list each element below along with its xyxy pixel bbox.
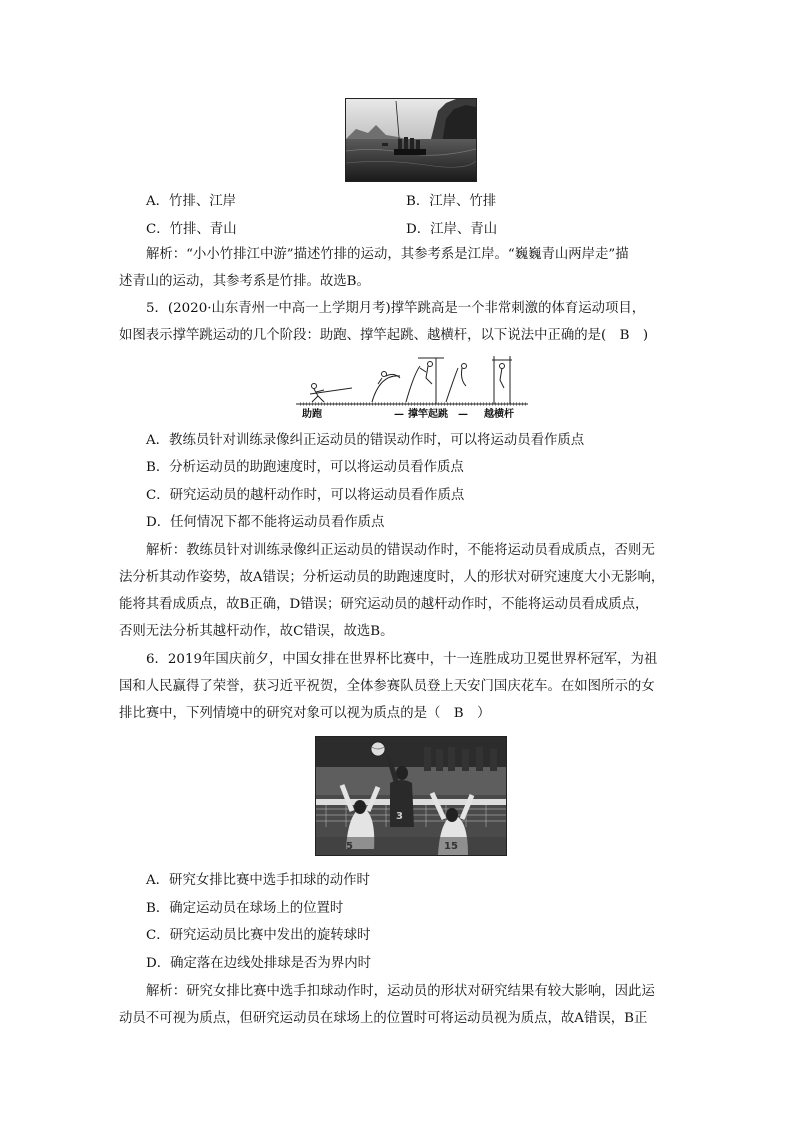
bamboo-raft-illustration	[346, 99, 476, 181]
q6-option-b: B．确定运动员在球场上的位置时	[146, 901, 344, 916]
q6-stem-line-1: 6．2019年国庆前夕，中国女排在世界杯比赛中，十一连胜成功卫冕世界杯冠军，为祖	[146, 652, 658, 667]
q4-option-a: A．竹排、江岸	[146, 194, 237, 209]
q4-analysis-line-1: 解析：“小小竹排江中游”描述竹排的运动，其参考系是江岸。“巍巍青山两岸走”描	[146, 247, 629, 262]
q5-option-a: A．教练员针对训练录像纠正运动员的错误动作时，可以将运动员看作质点	[146, 433, 585, 448]
q5-option-c: C．研究运动员的越杆动作时，可以将运动员看作质点	[146, 488, 465, 503]
q5-stem-line-1: 5．(2020·山东青州一中高一上学期月考)撑竿跳高是一个非常刺激的体育运动项目，	[146, 301, 646, 316]
q5-analysis-line-2: 法分析其动作姿势，故A错误；分析运动员的助跑速度时，人的形状对研究速度大小无影响，	[119, 570, 665, 585]
q5-option-d: D．任何情况下都不能将运动员看作质点	[146, 515, 385, 530]
pole-vault-label-jump-line-left: —	[394, 409, 404, 420]
q6-analysis-line-1: 解析：研究女排比赛中选手扣球动作时，运动员的形状对研究结果有较大影响，因此运	[146, 984, 655, 999]
volleyball-photo	[315, 736, 507, 856]
jersey-number-5: 5	[346, 841, 353, 852]
q4-option-b: B．江岸、竹排	[406, 194, 497, 209]
q4-analysis-line-2: 述青山的运动，其参考系是竹排。故选B。	[119, 274, 370, 289]
bamboo-raft-photo	[345, 98, 477, 182]
pole-vault-label-jump-line-right: —	[458, 409, 468, 420]
q5-analysis-line-1: 解析：教练员针对训练录像纠正运动员的错误动作时，不能将运动员看成质点，否则无	[146, 543, 655, 558]
q4-option-c: C．竹排、青山	[146, 222, 237, 237]
q5-analysis-line-4: 否则无法分析其越杆动作，故C错误，故选B。	[119, 624, 394, 639]
q6-stem-line-2: 国和人民赢得了荣誉，获习近平祝贺，全体参赛队员登上天安门国庆花车。在如图所示的女	[119, 679, 655, 694]
volleyball-illustration	[316, 737, 506, 855]
pole-vault-diagram	[296, 354, 528, 424]
q5-stem-line-2: 如图表示撑竿跳运动的几个阶段：助跑、撑竿起跳、越横杆，以下说法中正确的是( B )	[119, 328, 649, 343]
pole-vault-label-jump: 撑竿起跳	[408, 409, 448, 420]
jersey-number-3: 3	[396, 811, 403, 822]
q4-option-d: D．江岸、青山	[406, 222, 498, 237]
pole-vault-label-bar: 越横杆	[484, 409, 514, 420]
q5-option-b: B．分析运动员的助跑速度时，可以将运动员看作质点	[146, 460, 464, 475]
q6-option-a: A．研究女排比赛中选手扣球的动作时	[146, 873, 370, 888]
q5-analysis-line-3: 能将其看成质点，故B正确，D错误；研究运动员的越杆动作时，不能将运动员看成质点，	[119, 597, 649, 612]
q6-analysis-line-2: 动员不可视为质点，但研究运动员在球场上的位置时可将运动员视为质点，故A错误，B正	[119, 1011, 648, 1026]
pole-vault-label-run: 助跑	[302, 409, 322, 420]
jersey-number-15: 15	[444, 841, 458, 852]
q6-stem-line-3: 排比赛中，下列情境中的研究对象可以视为质点的是（ B ）	[119, 706, 491, 721]
q6-option-d: D．确定落在边线处排球是否为界内时	[146, 956, 371, 971]
pole-vault-illustration	[296, 354, 528, 410]
q6-option-c: C．研究运动员比赛中发出的旋转球时	[146, 928, 371, 943]
